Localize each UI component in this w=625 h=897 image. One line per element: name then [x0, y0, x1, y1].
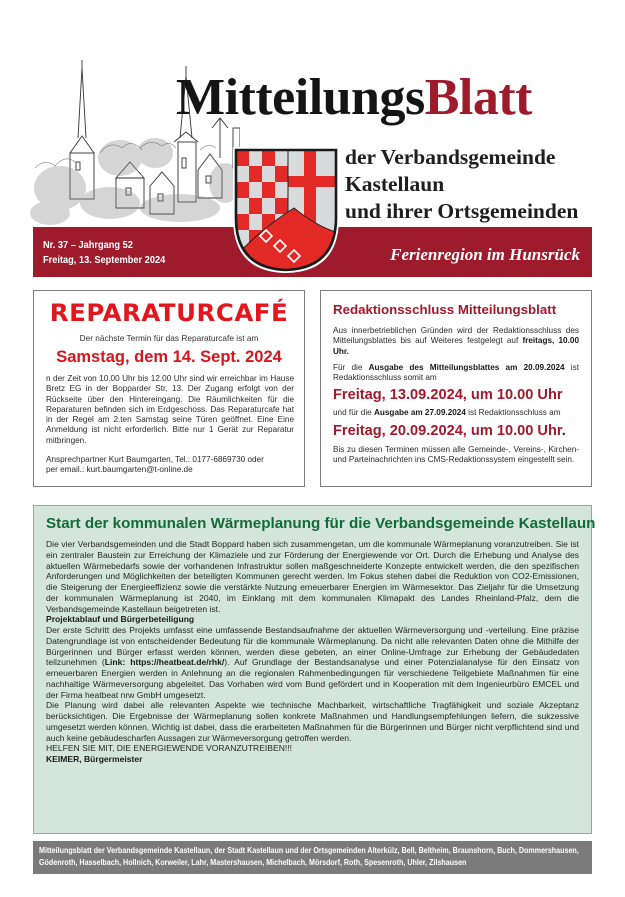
publication-footer: [33, 841, 592, 874]
title-part-mitteilungs: Mitteilungs: [176, 69, 425, 126]
masthead: [0, 0, 625, 282]
subtitle-line: und ihrer Ortsgemeinden: [345, 199, 579, 223]
article-signature: KEIMER, Bürgermeister: [46, 754, 143, 764]
deadline-p2-pre: Für die: [333, 362, 369, 372]
region-slogan: Ferienregion im Hunsrück: [390, 245, 580, 264]
title-part-blatt: Blatt: [424, 69, 532, 126]
contact-person: Ansprechpartner Kurt Baumgarten, Tel.: 0177-6869730 oder: [46, 455, 264, 465]
publication-title: [176, 68, 532, 128]
repair-cafe-heading: REPARATURCAFÉ: [49, 299, 289, 327]
article-call-to-action: HELFEN SIE MIT, DIE ENERGIEWENDE VORANZUTREIBEN!!!: [46, 743, 292, 754]
deadline-paragraph-2: [321, 363, 591, 384]
issue-date: Freitag, 13. September 2024: [43, 254, 166, 266]
article-heading: Start der kommunalen Wärmeplanung für die Verbandsgemeinde Kastellaun: [46, 515, 596, 532]
deadline-date-2-suffix: .: [561, 422, 566, 439]
article-subheading: Projektablauf und Bürgerbeteiligung: [46, 614, 195, 625]
issue-info: [43, 238, 165, 268]
survey-link[interactable]: Link: https://heatbeat.de/rhk/: [104, 657, 225, 668]
deadline-p2-bold: Ausgabe des Mitteilungsblattes am 20.09.2024: [368, 362, 565, 372]
coat-of-arms-shield-icon: [232, 146, 340, 274]
deadline-p2-post: ist Redaktionsschluss somit am: [333, 362, 579, 383]
repair-cafe-body: n der Zeit von 10.00 Uhr bis 12.00 Uhr sind wir erreichbar im Hause Bretz EG in der Bopparder Str. 13. Der Zugang erfolgt von der Rückseite über den Hintereingang. Die Räumlichkeiten für die Reparaturen befinden sich im Erdgeschoss. Das Reparaturcafe hat in der Regel am 2.ten Samstag seine Türen geöffnet. Eine Eine Anmeldung ist nicht erforderlich. Bitte nur 1 Gerät zur Reparatur mitbringen.: [46, 374, 294, 445]
subtitle-line: der Verbandsgemeinde: [345, 145, 556, 169]
article-p2-pre: Der erste Schritt des Projekts umfasst eine umfassende Bestandsaufnahme der aktuellen Wärmeversorgung und -verteilung. Eine präzise Datengrundlage ist von entscheidender Bedeutung für die kommunale Wärmeplanung. Da nicht alle relevanten Daten ohne die Mithilfe der Bürgerinnen und Bürger erfasst werden können, werden diese gebeten, an einer Online-Umfrage zur Erhebung der Gebäudedaten teilzunehmen (: [46, 625, 579, 668]
issue-number: Nr. 37 – Jahrgang 52: [43, 239, 133, 251]
deadline-p1-text: Aus innerbetrieblichen Gründen wird der Redaktionsschluss des Mitteilungsblattes bis auf Weiteres festgelegt auf: [333, 326, 579, 346]
repair-cafe-intro: Der nächste Termin für das Reparaturcafe ist am: [79, 333, 259, 343]
editorial-deadline-box: [320, 290, 592, 487]
subtitle-line: Kastellaun: [345, 172, 445, 196]
contact-email[interactable]: per email.: kurt.baumgarten@t-online.de: [46, 465, 193, 475]
deadline-date-2: [321, 423, 591, 439]
article-paragraph-2: [46, 625, 579, 700]
publication-subtitle: [345, 144, 578, 225]
repair-cafe-box: [33, 290, 305, 487]
footer-municipalities: Mitteilungsblatt der Verbandsgemeinde Kastellaun, der Stadt Kastellaun und der Ortsgemeinden Alterkülz, Bell, Beltheim, Braunshorn, Buch, Dommershausen, Gödenroth, Hasselbach, Hollnich, Korweiler, Lahr, Mastershausen, Michelbach, Mörsdorf, Roth, Spesenroth, Uhler, Zilshausen: [39, 845, 579, 867]
article-p2-post: ). Auf Grundlage der Bestandsanalyse und einer Potenzialanalyse für den Einsatz von erneuerbaren Energien werden in Anlehnung an die regionalen Rahmenbedingungen für verschiedene Teilgebiete Maßnahmen für eine nachhaltige Wärmeversorgung abgeleitet. Das Vorhaben wird vom Bund gefördert und in Kooperation mit dem Ingenieurbüro EMCEL und der Firma heatbeat nrw GmbH umgesetzt.: [46, 657, 579, 700]
deadline-date-2-text: Freitag, 20.09.2024, um 10.00 Uhr: [333, 422, 562, 439]
repair-cafe-contact: [34, 455, 304, 476]
article-paragraph-3: Die Planung wird dabei alle relevanten Aspekte wie technische Machbarkeit, wirtschaftliche Tragfähigkeit und soziale Akzeptanz berücksichtigen. Die Ergebnisse der Wärmeplanung sollen konkrete Maßnahmen und Handlungsempfehlungen liefern, die sukzessive umgesetzt werden können. Wichtig ist dabei, dass die erarbeiteten Maßnahmen für die Bürgerinnen und Bürger nicht verpflichtend sind und auch keine gebäudescharfen Aussagen zur Wärmeversorgung getroffen werden.: [46, 700, 579, 743]
deadline-paragraph-4: Bis zu diesen Terminen müssen alle Gemeinde-, Vereins-, Kirchen- und Parteinachrichten ins CMS-Redaktionssystem eingestellt sein.: [333, 444, 579, 465]
repair-cafe-date: Samstag, dem 14. Sept. 2024: [56, 348, 282, 366]
deadline-p3-bold: Ausgabe am 27.09.2024: [373, 408, 466, 418]
deadline-p3-pre: und für die: [333, 408, 374, 418]
article-paragraph-1: Die vier Verbandsgemeinden und die Stadt Boppard haben sich zusammengetan, um die kommunale Wärmeplanung voranzutreiben. Sie ist ein zentraler Baustein zur Erreichung der Klimaziele und zur Förderung der Energiewende vor Ort. Durch die Erhebung und Analyse des aktuellen Wärmebedarfs sowie der vorhandenen Infrastruktur sollen maßgeschneiderte Konzepte entwickelt werden, die den spezifischen Anforderungen und Möglichkeiten der beteiligten Kommunen gerecht werden. Im Fokus stehen dabei die Reduktion von CO2-Emissionen, die Steigerung der Energieeffizienz sowie die verstärkte Nutzung erneuerbarer Energien im Wärmesektor. Das Zieljahr für die Umsetzung der kommunalen Wärmeplanung ist 2040, im Einklang mit dem kommunalen Klimapakt des Landes Rheinland-Pfalz, dem die Verbandsgemeinde Kastellaun beigetreten ist.: [46, 539, 579, 614]
deadline-date-1: Freitag, 13.09.2024, um 10.00 Uhr: [333, 387, 563, 404]
deadline-p1-bold: freitags, 10.00 Uhr.: [333, 336, 579, 356]
editorial-deadline-heading: Redaktionsschluss Mitteilungsblatt: [333, 302, 557, 317]
heat-planning-article: [33, 505, 596, 834]
deadline-paragraph-1: [321, 326, 591, 357]
deadline-paragraph-3: [321, 408, 591, 418]
deadline-p3-post: ist Redaktionsschluss am: [465, 408, 561, 418]
